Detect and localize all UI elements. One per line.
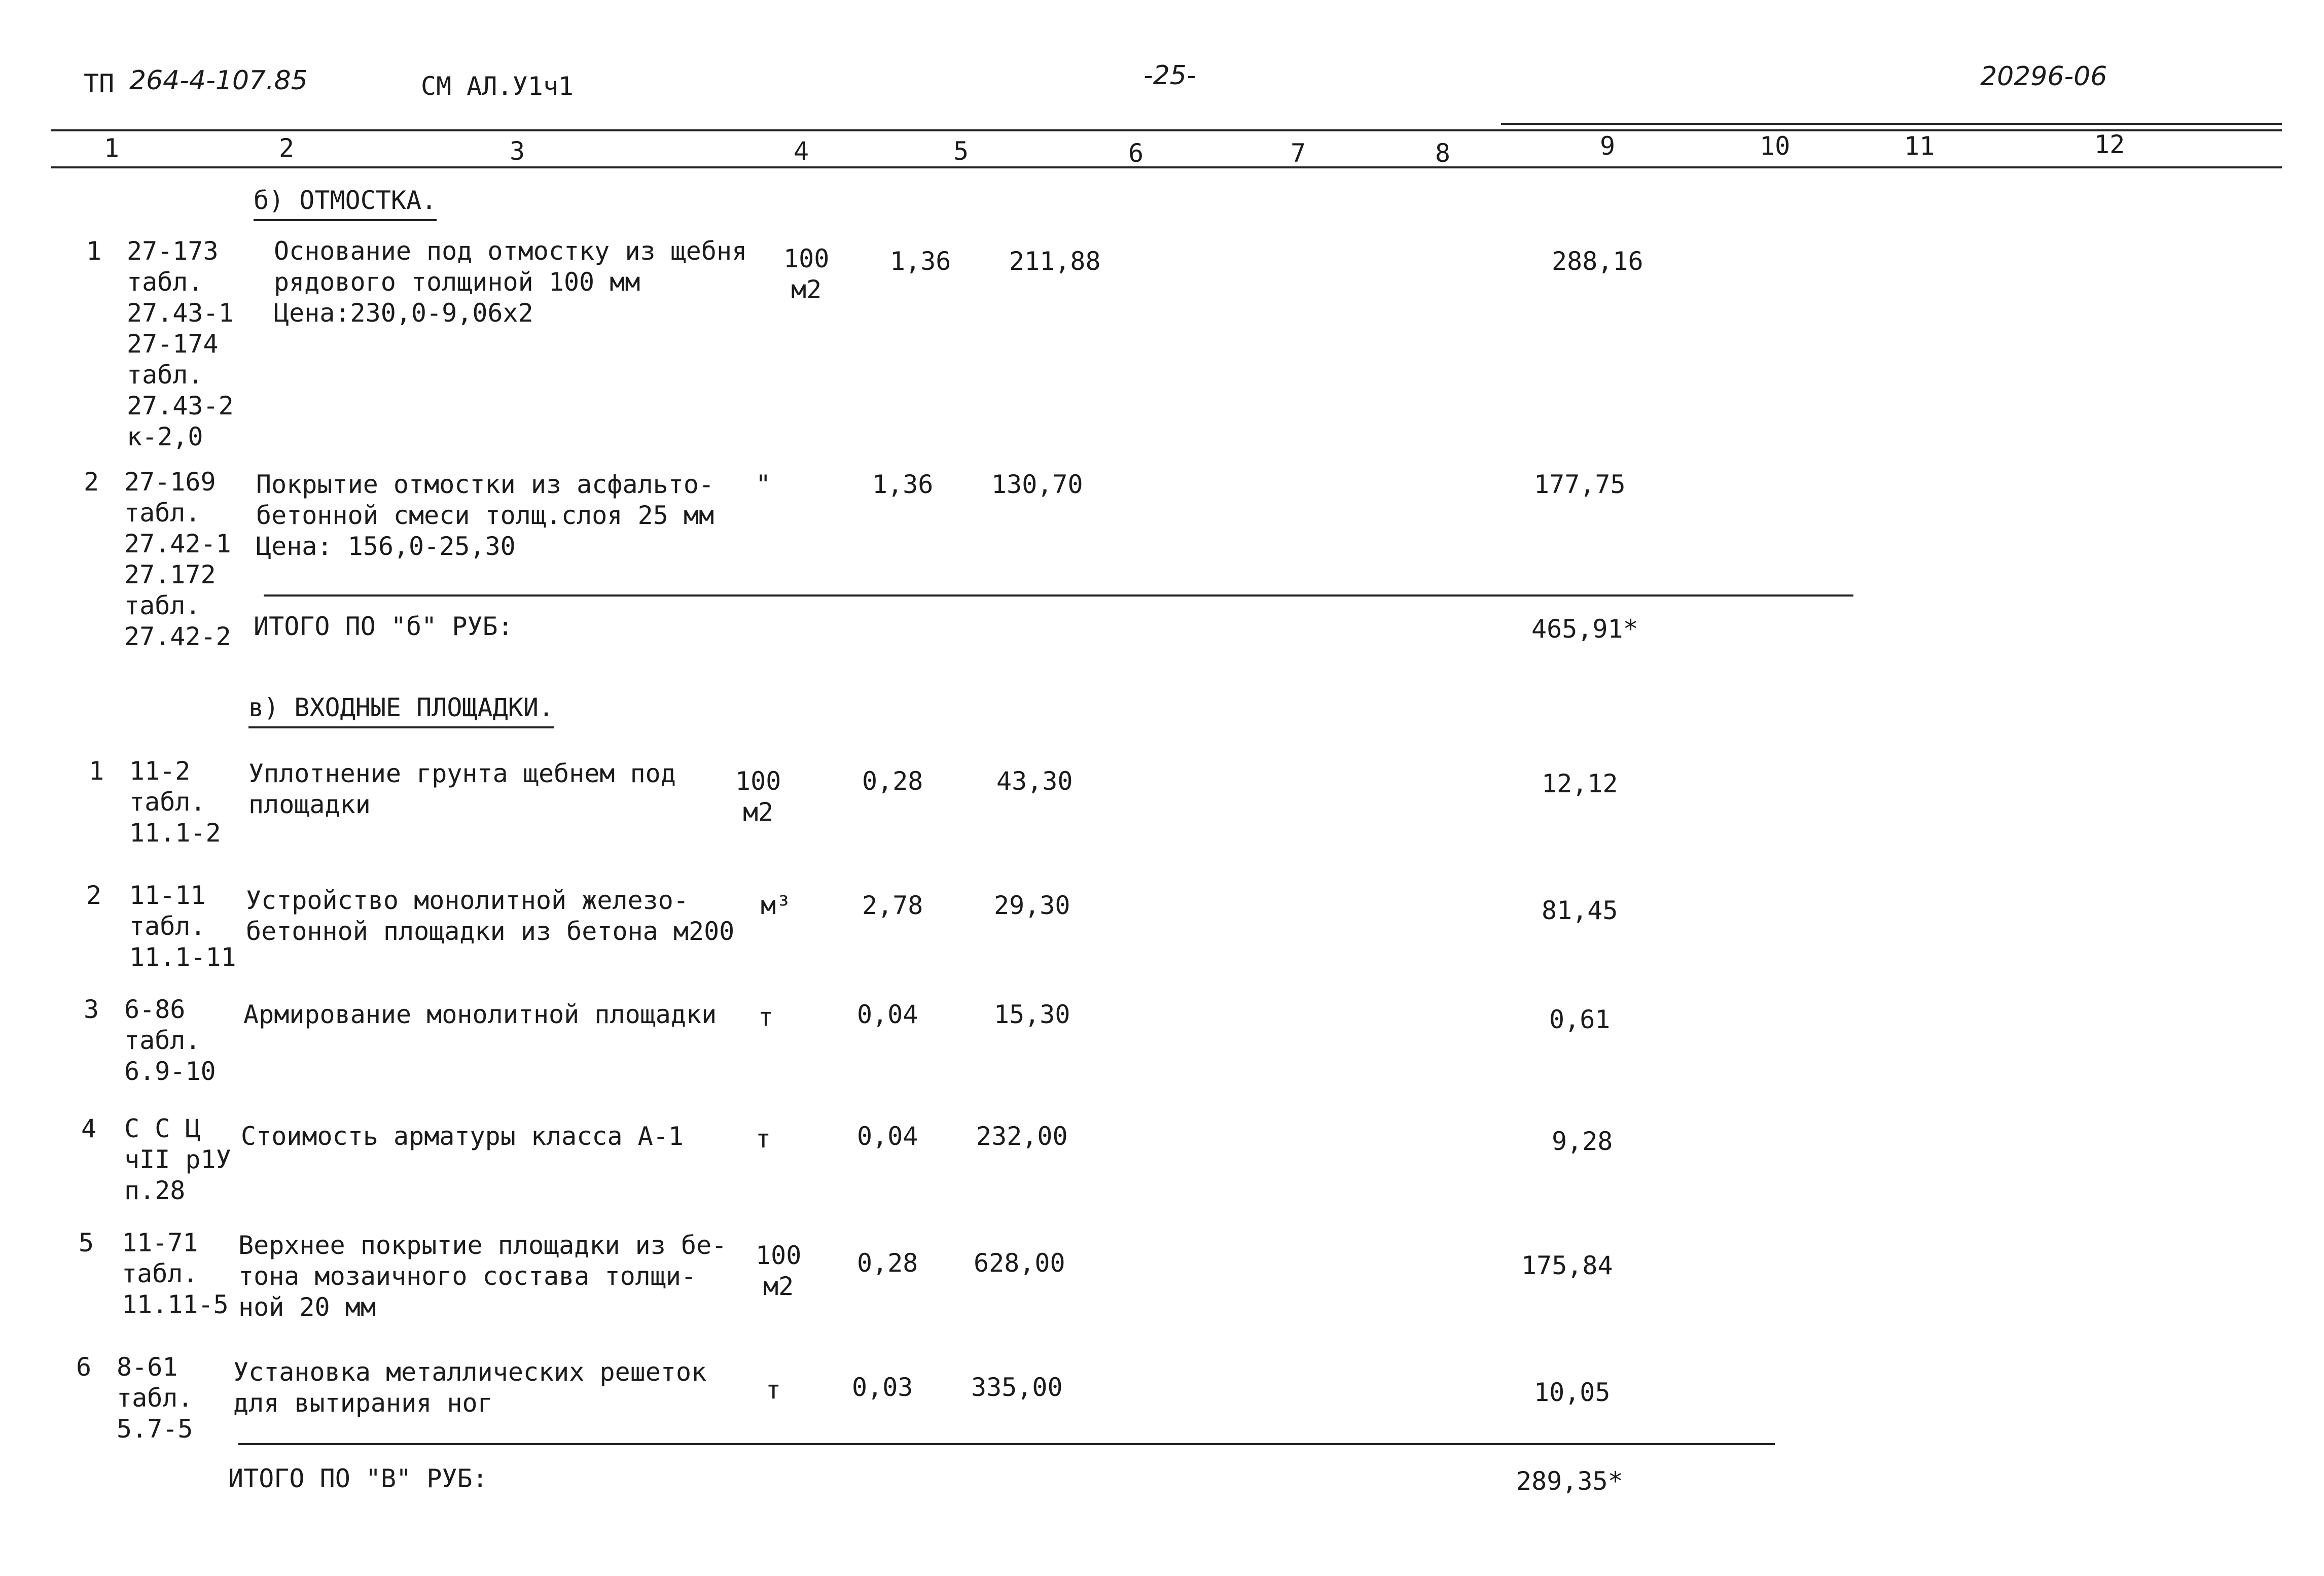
column-number: 2 xyxy=(279,133,295,163)
row-description: Верхнее покрытие площадки из бе- тона мозаичного состава толщи- ной 20 мм xyxy=(238,1231,727,1322)
row-unit: т xyxy=(766,1375,781,1405)
column-number: 7 xyxy=(1291,138,1306,168)
row-unit: т xyxy=(758,1002,774,1032)
row-number: 1 xyxy=(89,756,104,786)
page-number: -25- xyxy=(1143,60,1196,91)
row-total: 10,05 xyxy=(1534,1378,1611,1407)
row-description: Установка металлических решеток для вытирания ног xyxy=(233,1357,707,1418)
row-unit-price: 15,30 xyxy=(994,1000,1070,1029)
row-code: 6-86 табл. 6.9-10 xyxy=(124,995,216,1086)
row-description: Покрытие отмостки из асфальто- бетонной смеси толщ.слоя 25 мм Цена: 156,0-25,30 xyxy=(256,470,714,561)
row-unit-price: 29,30 xyxy=(994,891,1070,920)
row-total: 288,16 xyxy=(1552,247,1643,276)
row-description: Устройство монолитной железо- бетонной площадки из бетона м200 xyxy=(246,886,735,946)
section-v-title: в) ВХОДНЫЕ ПЛОЩАДКИ. xyxy=(248,692,554,728)
column-number: 12 xyxy=(2094,130,2125,159)
row-description: Уплотнение грунта щебнем под площадки xyxy=(248,759,676,819)
section-b-total-value: 465,91* xyxy=(1531,614,1638,644)
project-code: 264-4-107.85 xyxy=(129,65,308,96)
row-number: 5 xyxy=(79,1228,94,1257)
row-code: С С Ц чII р1У п.28 xyxy=(124,1114,231,1205)
row-unit: " xyxy=(756,470,771,499)
row-unit: т xyxy=(756,1124,771,1153)
document-number: 20296-06 xyxy=(1980,61,2107,92)
row-number: 4 xyxy=(81,1114,97,1143)
row-total: 9,28 xyxy=(1552,1127,1613,1156)
section-b-total-label: ИТОГО ПО "б" РУБ: xyxy=(254,612,513,641)
row-unit: 100 м2 xyxy=(756,1241,802,1301)
project-prefix: ТП xyxy=(84,69,115,98)
row-unit: 100 м2 xyxy=(735,766,781,827)
row-code: 27-169 табл. 27.42-1 27.172 табл. 27.42-2 xyxy=(124,467,231,651)
section-v-total-rule xyxy=(238,1443,1775,1445)
row-code: 11-2 табл. 11.1-2 xyxy=(129,756,221,848)
row-total: 175,84 xyxy=(1521,1251,1613,1280)
sheet-code: СМ АЛ.У1ч1 xyxy=(421,72,574,101)
row-code: 11-71 табл. 11.11-5 xyxy=(122,1228,229,1319)
row-total: 81,45 xyxy=(1542,896,1618,925)
row-quantity: 2,78 xyxy=(862,891,923,920)
row-total: 0,61 xyxy=(1549,1005,1611,1034)
column-number: 8 xyxy=(1435,138,1451,168)
header-top-rule-right xyxy=(1501,123,2282,125)
column-number: 9 xyxy=(1600,131,1616,161)
row-unit-price: 43,30 xyxy=(996,766,1073,796)
row-quantity: 0,28 xyxy=(857,1248,918,1278)
row-number: 6 xyxy=(76,1352,92,1382)
row-quantity: 0,04 xyxy=(857,1122,918,1151)
row-code: 11-11 табл. 11.1-11 xyxy=(129,881,236,972)
row-quantity: 0,04 xyxy=(857,1000,918,1029)
row-quantity: 1,36 xyxy=(872,470,934,499)
header-top-rule xyxy=(51,129,2282,131)
row-total: 12,12 xyxy=(1542,769,1618,798)
row-unit-price: 232,00 xyxy=(976,1122,1068,1151)
row-quantity: 1,36 xyxy=(890,247,951,276)
row-description: Основание под отмостку из щебня рядового толщиной 100 мм Цена:230,0-9,06х2 xyxy=(274,236,747,328)
column-number: 11 xyxy=(1904,131,1935,161)
column-number: 5 xyxy=(953,136,969,166)
column-number: 4 xyxy=(794,136,809,166)
section-v-total-value: 289,35* xyxy=(1516,1466,1623,1496)
column-number: 10 xyxy=(1760,131,1791,161)
column-number: 1 xyxy=(104,133,120,163)
row-total: 177,75 xyxy=(1534,470,1626,499)
row-quantity: 0,03 xyxy=(852,1373,913,1402)
row-unit-price: 130,70 xyxy=(991,470,1083,499)
row-quantity: 0,28 xyxy=(862,766,923,796)
row-number: 2 xyxy=(86,881,102,910)
row-unit-price: 211,88 xyxy=(1009,247,1101,276)
row-number: 1 xyxy=(86,236,102,266)
section-b-title: б) ОТМОСТКА. xyxy=(254,185,437,221)
row-code: 8-61 табл. 5.7-5 xyxy=(117,1352,193,1444)
column-number: 6 xyxy=(1128,138,1144,168)
row-code: 27-173 табл. 27.43-1 27-174 табл. 27.43-2 к-2,0 xyxy=(127,236,234,451)
row-unit-price: 628,00 xyxy=(974,1248,1065,1278)
row-unit: м³ xyxy=(761,891,792,920)
header-bottom-rule xyxy=(51,166,2282,168)
row-number: 3 xyxy=(84,995,99,1024)
row-description: Армирование монолитной площадки xyxy=(243,1000,717,1029)
row-number: 2 xyxy=(84,467,99,497)
column-number: 3 xyxy=(510,136,525,166)
section-v-total-label: ИТОГО ПО "В" РУБ: xyxy=(228,1464,488,1493)
section-b-total-rule xyxy=(264,594,1853,597)
row-description: Стоимость арматуры класса А-1 xyxy=(241,1122,684,1151)
row-unit-price: 335,00 xyxy=(971,1373,1063,1402)
row-unit: 100 м2 xyxy=(783,244,830,304)
